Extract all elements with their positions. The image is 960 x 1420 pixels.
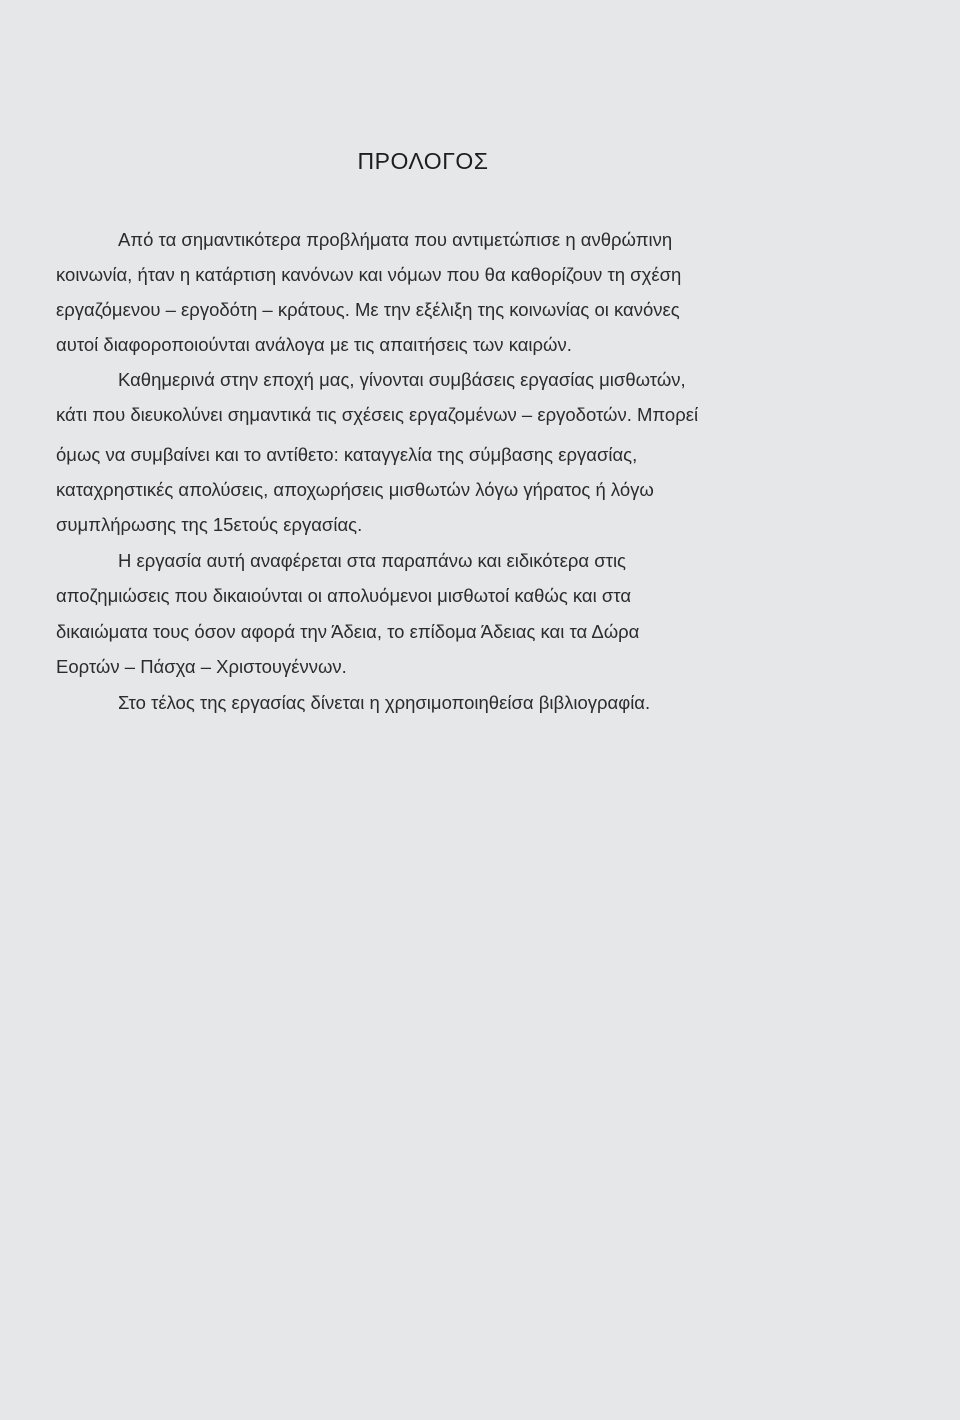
text-line: κάτι που διευκολύνει σημαντικά τις σχέσεις εργαζομένων – εργοδοτών. Μπορεί (56, 404, 699, 425)
text-line: αποζημιώσεις που δικαιούνται οι απολυόμενοι μισθωτοί καθώς και στα (56, 585, 632, 606)
page-title: ΠΡΟΛΟΓΟΣ (357, 148, 489, 174)
text-line: Η εργασία αυτή αναφέρεται στα παραπάνω και ειδικότερα στις (118, 550, 626, 571)
text-line: δικαιώματα τους όσον αφορά την Άδεια, το επίδομα Άδειας και τα Δώρα (56, 621, 640, 642)
text-line: συμπλήρωσης της 15ετούς εργασίας. (56, 514, 363, 535)
text-line: Καθημερινά στην εποχή μας, γίνονται συμβάσεις εργασίας μισθωτών, (118, 369, 686, 390)
text-line: αυτοί διαφοροποιούνται ανάλογα με τις απαιτήσεις των καιρών. (56, 334, 572, 355)
text-line: Στο τέλος της εργασίας δίνεται η χρησιμοποιηθείσα βιβλιογραφία. (118, 692, 651, 713)
text-line: Από τα σημαντικότερα προβλήματα που αντιμετώπισε η ανθρώπινη (118, 229, 673, 250)
text-line: όμως να συμβαίνει και το αντίθετο: καταγγελία της σύμβασης εργασίας, (56, 444, 638, 465)
text-line: εργαζόμενου – εργοδότη – κράτους. Με την εξέλιξη της κοινωνίας οι κανόνες (56, 299, 680, 320)
text-line: κοινωνία, ήταν η κατάρτιση κανόνων και νόμων που θα καθορίζουν τη σχέση (56, 264, 682, 285)
text-line: Εορτών – Πάσχα – Χριστουγέννων. (56, 656, 347, 677)
text-line: καταχρηστικές απολύσεις, αποχωρήσεις μισθωτών λόγω γήρατος ή λόγω (56, 479, 654, 500)
